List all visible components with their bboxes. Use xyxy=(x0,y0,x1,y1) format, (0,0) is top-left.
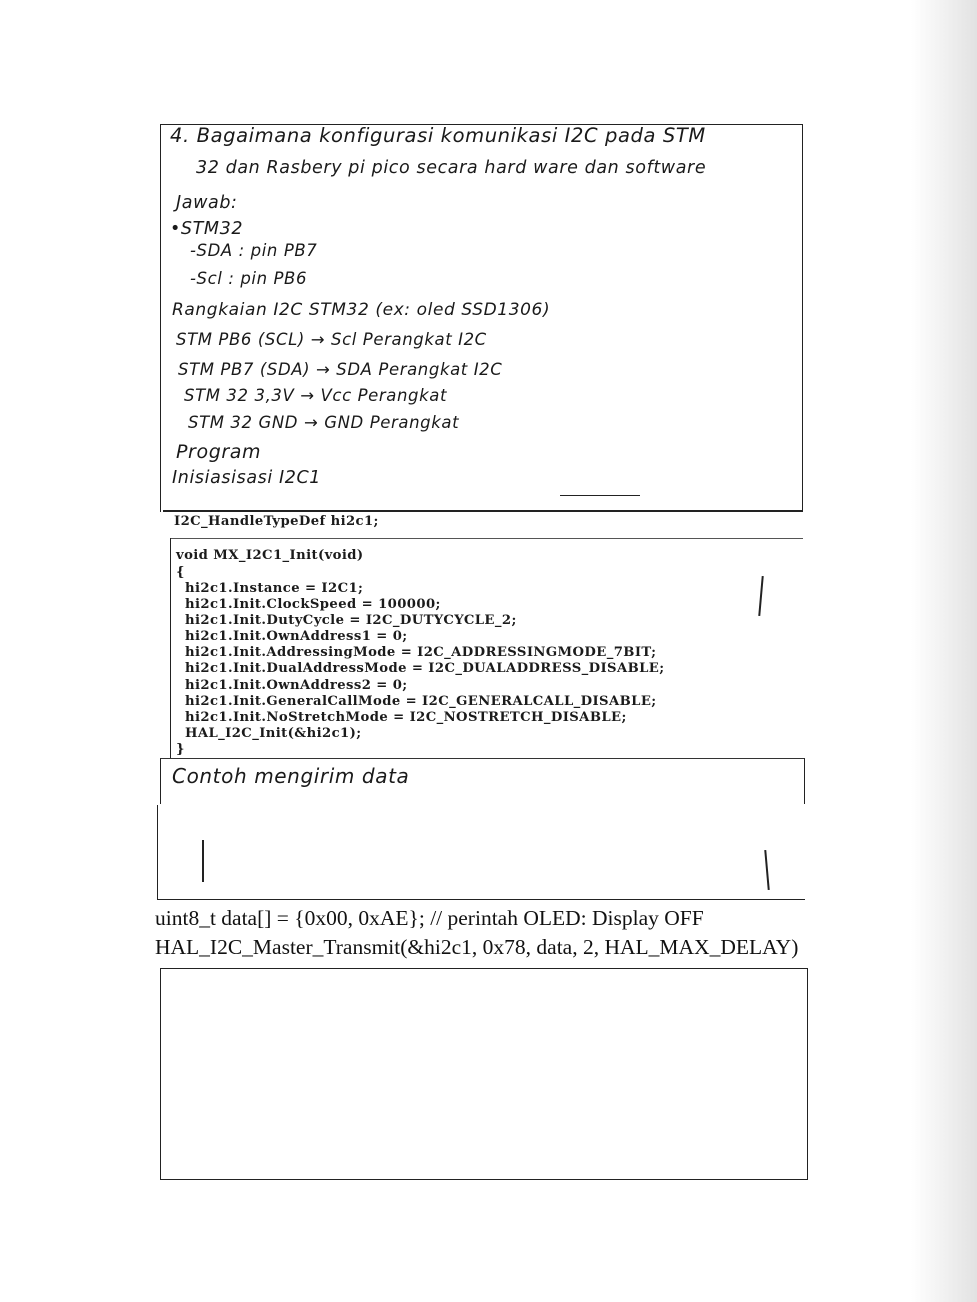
connection-line-1: STM PB6 (SCL) → Scl Perangkat I2C xyxy=(176,330,487,349)
connection-line-3: STM 32 3,3V → Vcc Perangkat xyxy=(184,386,448,405)
stm-heading: •STM32 xyxy=(170,219,244,239)
code-line: hi2c1.Init.DualAddressMode = I2C_DUALADDRESS_DISABLE; xyxy=(185,661,665,676)
init-label: Inisiasisasi I2C1 xyxy=(172,468,322,488)
code-line: hi2c1.Init.GeneralCallMode = I2C_GENERALCALL_DISABLE; xyxy=(185,694,657,709)
code-left-rule xyxy=(170,538,171,758)
code-line: void MX_I2C1_Init(void) xyxy=(176,548,364,563)
code-line: hi2c1.Init.OwnAddress1 = 0; xyxy=(185,629,408,644)
code-line: } xyxy=(176,742,185,757)
contoh-left-rule xyxy=(157,805,158,900)
code-line: hi2c1.Init.OwnAddress2 = 0; xyxy=(185,678,408,693)
rangkaian-line: Rangkaian I2C STM32 (ex: oled SSD1306) xyxy=(172,300,551,320)
connection-line-2: STM PB7 (SDA) → SDA Perangkat I2C xyxy=(178,360,503,379)
contoh-bottom-rule xyxy=(157,899,805,900)
transmit-call-line: HAL_I2C_Master_Transmit(&hi2c1, 0x78, data, 2, HAL_MAX_DELAY) xyxy=(155,935,799,959)
scl-pin-line: -Scl : pin PB6 xyxy=(190,269,308,288)
code-line: { xyxy=(176,565,185,580)
sda-pin-line: -SDA : pin PB7 xyxy=(190,241,318,260)
connection-line-4: STM 32 GND → GND Perangkat xyxy=(188,413,460,432)
code-line: I2C_HandleTypeDef hi2c1; xyxy=(174,514,379,529)
code-header-rule xyxy=(170,538,803,539)
pen-stroke-mark xyxy=(764,850,769,890)
answer-frame-bottom xyxy=(160,968,808,1180)
page-edge-shadow xyxy=(911,0,977,1302)
data-array-line: uint8_t data[] = {0x00, 0xAE}; // perintah OLED: Display OFF xyxy=(155,906,704,930)
program-label: Program xyxy=(176,441,262,463)
question-line-2: 32 dan Rasbery pi pico secara hard ware dan software xyxy=(196,158,707,178)
code-line: hi2c1.Init.AddressingMode = I2C_ADDRESSINGMODE_7BIT; xyxy=(185,645,657,660)
code-line: hi2c1.Init.ClockSpeed = 100000; xyxy=(185,597,441,612)
pen-stroke-mark xyxy=(758,576,763,616)
code-line: hi2c1.Init.NoStretchMode = I2C_NOSTRETCH_DISABLE; xyxy=(185,710,627,725)
code-top-rule xyxy=(163,510,803,512)
underline-stroke xyxy=(560,495,640,496)
code-line: hi2c1.Init.DutyCycle = I2C_DUTYCYCLE_2; xyxy=(185,613,517,628)
contoh-label: Contoh mengirim data xyxy=(172,764,410,788)
code-line: hi2c1.Instance = I2C1; xyxy=(185,581,364,596)
pen-stroke-mark xyxy=(202,840,204,882)
question-line-1: 4. Bagaimana konfigurasi komunikasi I2C pada STM xyxy=(170,124,706,147)
answer-label: Jawab: xyxy=(176,193,238,213)
code-line: HAL_I2C_Init(&hi2c1); xyxy=(185,726,362,741)
